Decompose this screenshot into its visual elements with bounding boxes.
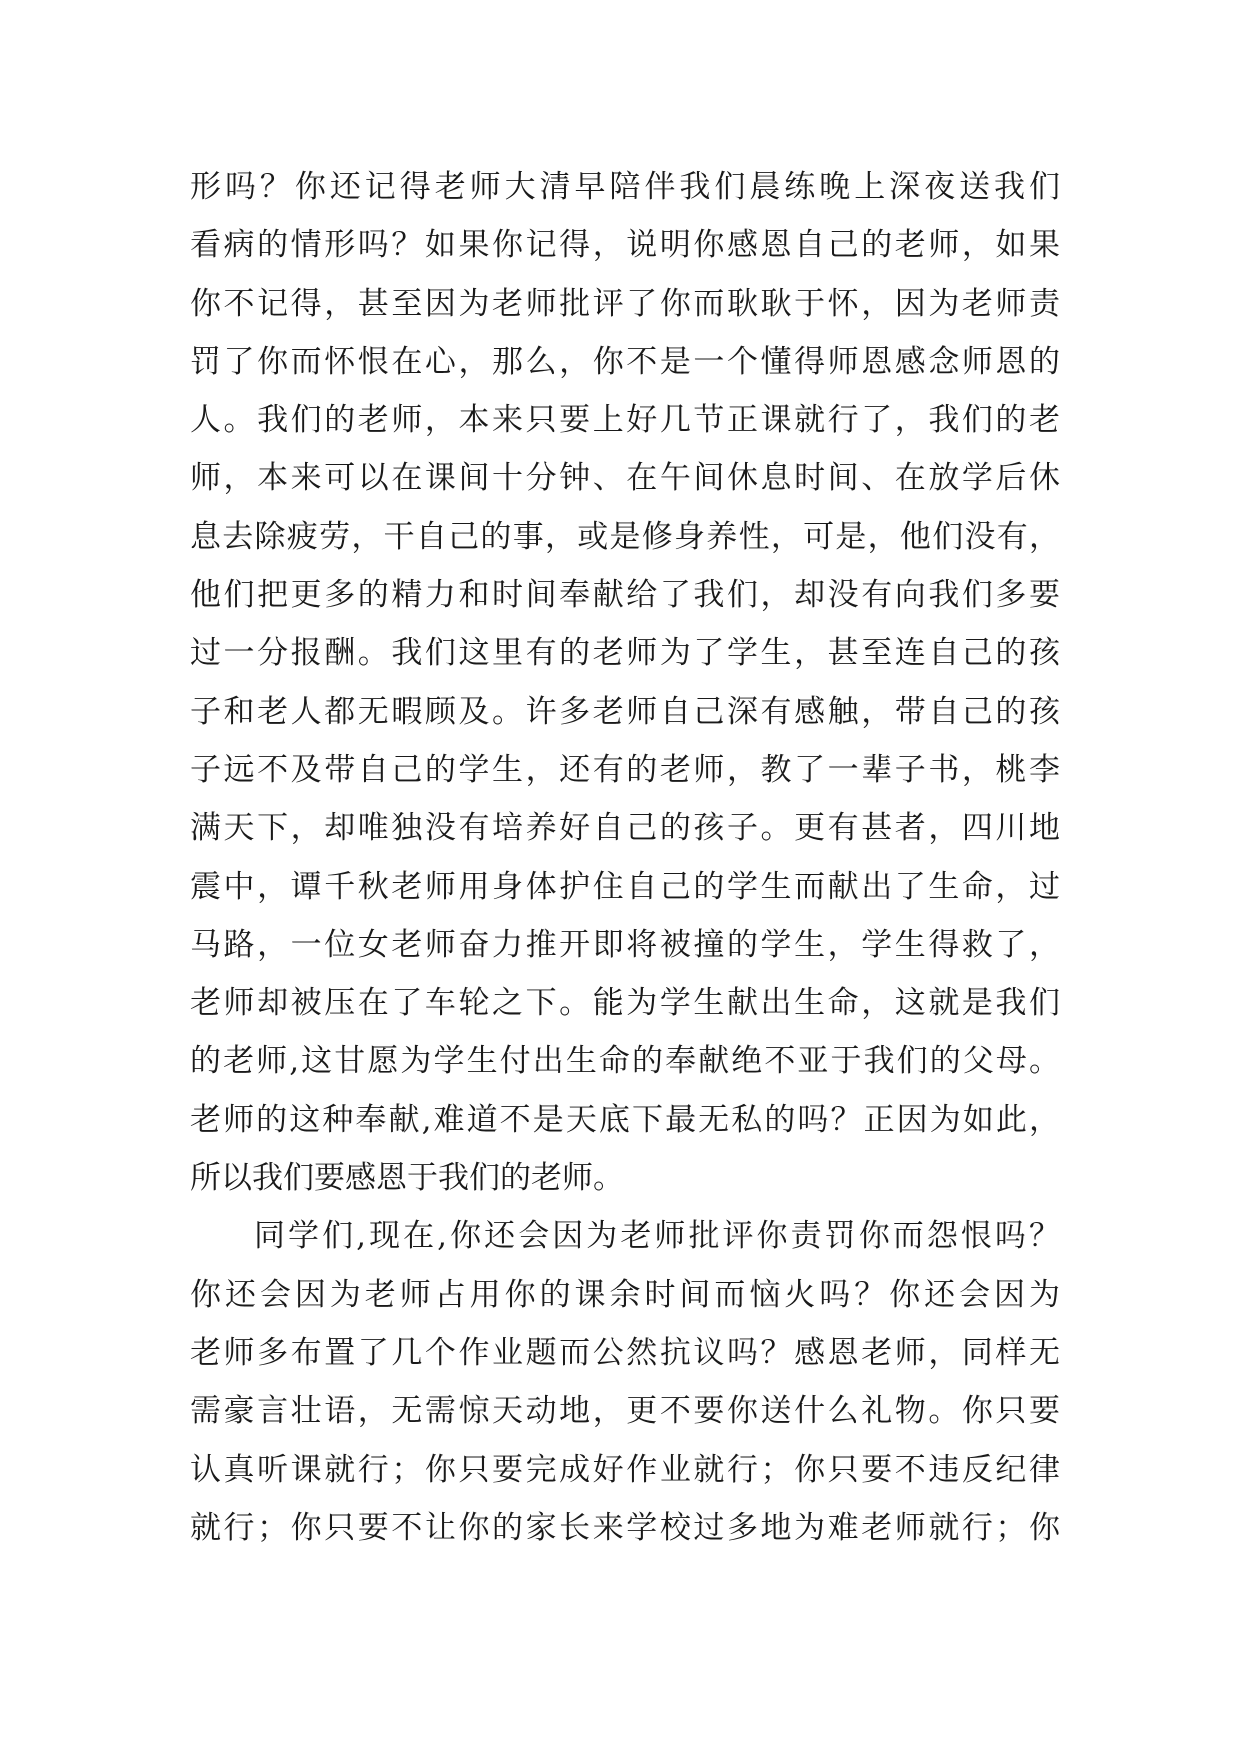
text-line: 满天下，却唯独没有培养好自己的孩子。更有甚者，四川地 [190,810,1060,847]
paragraph-first-line: 同学们,现在,你还会因为老师批评你责罚你而怨恨吗？ [254,1218,1060,1255]
text-line: 老师多布置了几个作业题而公然抗议吗？感恩老师，同样无 [190,1334,1060,1371]
text-line: 他们把更多的精力和时间奉献给了我们，却没有向我们多要 [190,577,1060,614]
text-line: 看病的情形吗？如果你记得，说明你感恩自己的老师，如果 [190,227,1060,264]
text-line: 子和老人都无暇顾及。许多老师自己深有感触，带自己的孩 [190,693,1060,730]
text-line: 需豪言壮语，无需惊天动地，更不要你送什么礼物。你只要 [190,1393,1060,1430]
text-line: 子远不及带自己的学生，还有的老师，教了一辈子书，桃李 [190,751,1060,788]
text-line: 你还会因为老师占用你的课余时间而恼火吗？你还会因为 [190,1276,1060,1313]
paragraph-end-line: 所以我们要感恩于我们的老师。 [190,1160,624,1197]
text-line: 罚了你而怀恨在心，那么，你不是一个懂得师恩感念师恩的 [190,343,1060,380]
text-line: 老师的这种奉献,难道不是天底下最无私的吗？正因为如此， [190,1101,1060,1138]
text-line: 形吗？你还记得老师大清早陪伴我们晨练晚上深夜送我们 [190,169,1060,205]
text-line: 人。我们的老师，本来只要上好几节正课就行了，我们的老 [190,402,1060,439]
text-line: 老师却被压在了车轮之下。能为学生献出生命，这就是我们 [190,985,1060,1022]
text-line: 认真听课就行；你只要完成好作业就行；你只要不违反纪律 [190,1451,1060,1488]
text-line: 就行；你只要不让你的家长来学校过多地为难老师就行；你 [190,1509,1060,1546]
text-line: 过一分报酬。我们这里有的老师为了学生，甚至连自己的孩 [190,635,1060,672]
text-line: 震中，谭千秋老师用身体护住自己的学生而献出了生命，过 [190,868,1060,905]
text-line: 息去除疲劳，干自己的事，或是修身养性，可是，他们没有， [190,518,1060,555]
text-line: 师，本来可以在课间十分钟、在午间休息时间、在放学后休 [190,460,1060,497]
text-line: 马路，一位女老师奋力推开即将被撞的学生，学生得救了， [190,926,1060,963]
text-line: 你不记得，甚至因为老师批评了你而耿耿于怀，因为老师责 [190,285,1060,322]
body-text [190,158,1060,1557]
text-line: 的老师,这甘愿为学生付出生命的奉献绝不亚于我们的父母。 [190,1043,1060,1080]
